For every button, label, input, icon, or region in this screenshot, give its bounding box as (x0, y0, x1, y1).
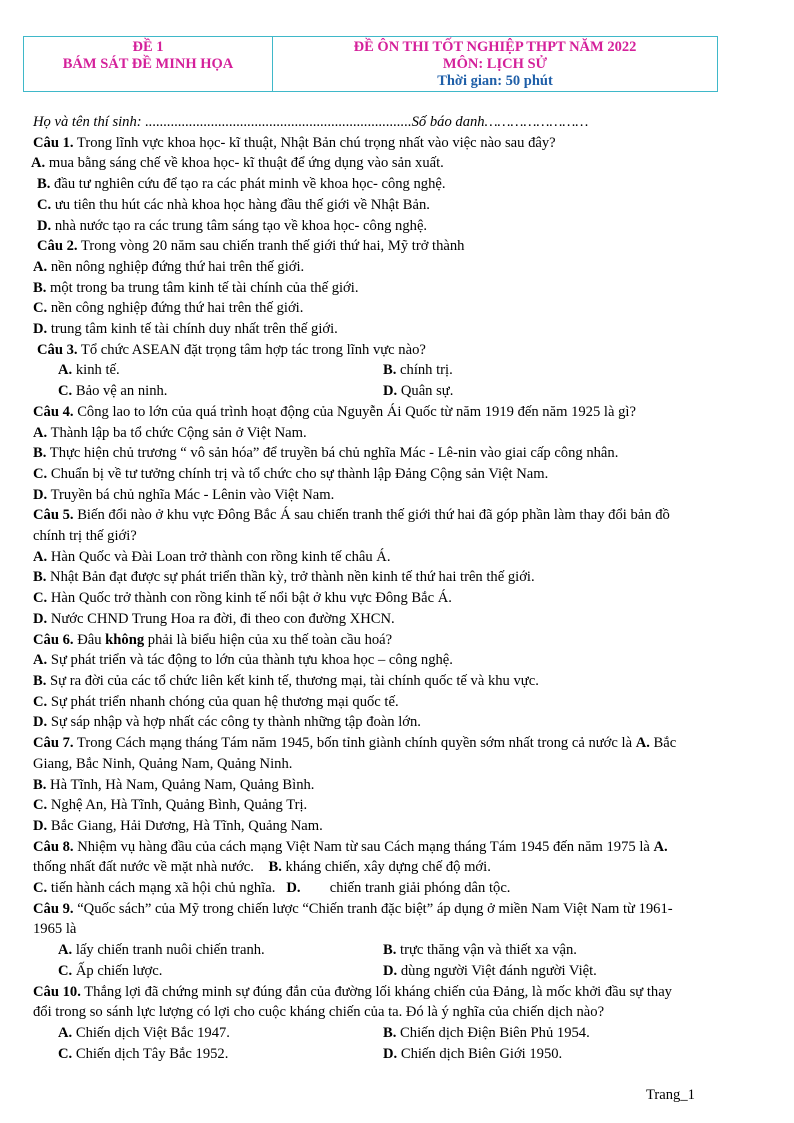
q8-options-ab: thống nhất đất nước về mặt nhà nước. B. kháng chiến, xây dựng chế độ mới. (33, 859, 491, 876)
q6-option-b: B. Sự ra đời của các tổ chức liên kết kinh tế, thương mại, tài chính quốc tế và khu vực. (33, 672, 539, 689)
q3-option-c: C. Bảo vệ an ninh. (58, 383, 168, 400)
q10-options-row-1 (33, 1023, 748, 1044)
q9-option-c: C. Ấp chiến lược. (58, 962, 163, 979)
q9-options-row-2 (33, 961, 748, 982)
question-2: Câu 2. Trong vòng 20 năm sau chiến tranh thế giới thứ hai, Mỹ trở thành (37, 238, 465, 255)
question-10: Câu 10. Thắng lợi đã chứng minh sự đúng đắn của đường lối kháng chiến của Đảng, là mốc khởi đầu sự thay (33, 983, 672, 1000)
question-1: Câu 1. Trong lĩnh vực khoa học- kĩ thuật, Nhật Bản chú trọng nhất vào việc nào sau đây? (33, 134, 556, 151)
q7-option-a-cont: Giang, Bắc Ninh, Quảng Nam, Quảng Ninh. (33, 755, 293, 772)
q2-option-d: D. trung tâm kinh tế tài chính duy nhất trên thế giới. (33, 321, 338, 338)
question-7: Câu 7. Trong Cách mạng tháng Tám năm 1945, bốn tỉnh giành chính quyền sớm nhất trong cả nước là A. Bắc (33, 735, 677, 752)
q10-option-c: C. Chiến dịch Tây Bắc 1952. (58, 1045, 229, 1062)
q7-option-b: B. Hà Tĩnh, Hà Nam, Quảng Nam, Quảng Bình. (33, 776, 315, 793)
q9-option-d: D. dùng người Việt đánh người Việt. (383, 962, 597, 979)
exam-note: BÁM SÁT ĐỀ MINH HỌA (62, 56, 234, 72)
q3-options-row-2 (33, 381, 748, 402)
question-3: Câu 3. Tổ chức ASEAN đặt trọng tâm hợp tác trong lĩnh vực nào? (37, 341, 426, 358)
question-9-cont: 1965 là (33, 921, 77, 938)
question-5: Câu 5. Biến đổi nào ở khu vực Đông Bắc Á sau chiến tranh thế giới thứ hai đã góp phần làm thay đổi bản đồ (33, 507, 670, 524)
exam-code: ĐỀ 1 (132, 39, 164, 55)
q2-option-b: B. một trong ba trung tâm kinh tế tài chính của thế giới. (33, 279, 359, 296)
exam-title: ĐỀ ÔN THI TỐT NGHIỆP THPT NĂM 2022 (353, 39, 637, 55)
exam-duration: Thời gian: 50 phút (437, 73, 553, 89)
question-5-cont: chính trị thế giới? (33, 528, 137, 545)
header-left-cell (24, 37, 273, 91)
q4-option-c: C. Chuẩn bị về tư tưởng chính trị và tổ chức cho sự thành lập Đảng Cộng sản Việt Nam. (33, 465, 549, 482)
q5-option-b: B. Nhật Bản đạt được sự phát triển thần kỳ, trở thành nền kinh tế thứ hai trên thế giới. (33, 569, 535, 586)
q7-option-d: D. Bắc Giang, Hải Dương, Hà Tĩnh, Quảng Nam. (33, 817, 323, 834)
q2-option-a: A. nền nông nghiệp đứng thứ hai trên thế giới. (33, 258, 305, 275)
q4-option-a: A. Thành lập ba tổ chức Cộng sản ở Việt Nam. (33, 424, 307, 441)
q5-option-a: A. Hàn Quốc và Đài Loan trở thành con rồng kinh tế châu Á. (33, 548, 391, 565)
q6-option-c: C. Sự phát triển nhanh chóng của quan hệ thương mại quốc tế. (33, 693, 399, 710)
q8-option-d: chiến tranh giải phóng dân tộc. (326, 880, 511, 897)
q7-option-c: C. Nghệ An, Hà Tĩnh, Quảng Bình, Quảng Trị. (33, 797, 308, 814)
q3-options-row-1 (33, 360, 748, 381)
header-right-cell (273, 37, 717, 91)
q9-option-a: A. lấy chiến tranh nuôi chiến tranh. (58, 942, 265, 959)
q10-options-row-2 (33, 1044, 748, 1065)
q9-option-b: B. trực thăng vận và thiết xa vận. (383, 942, 577, 959)
candidate-info: Họ và tên thí sinh: .........................................................................Số báo danh…………………… (33, 114, 589, 130)
q1-option-a: A. mua bằng sáng chế về khoa học- kĩ thuật để ứng dụng vào sản xuất. (31, 155, 444, 172)
q10-option-a: A. Chiến dịch Việt Bắc 1947. (58, 1024, 230, 1041)
q5-option-d: D. Nước CHND Trung Hoa ra đời, đi theo con đường XHCN. (33, 610, 395, 627)
question-10-cont: đổi trong so sánh lực lượng có lợi cho cuộc kháng chiến của ta. Đó là ý nghĩa của chiến dịch nào? (33, 1004, 605, 1021)
q6-option-d: D. Sự sáp nhập và hợp nhất các công ty thành những tập đoàn lớn. (33, 714, 421, 731)
q8-option-a: thống nhất đất nước về mặt nhà nước. (33, 859, 254, 876)
q9-options-row-1 (33, 940, 748, 961)
q10-option-b: B. Chiến dịch Điện Biên Phủ 1954. (383, 1024, 590, 1041)
exam-body (33, 112, 748, 1064)
q1-option-b: B. đầu tư nghiên cứu để tạo ra các phát minh về khoa học- công nghệ. (37, 176, 446, 193)
q2-option-c: C. nền công nghiệp đứng thứ hai trên thế giới. (33, 300, 304, 317)
q3-option-b: B. chính trị. (383, 362, 453, 379)
q6-option-a: A. Sự phát triển và tác động to lớn của thành tựu khoa học – công nghệ. (33, 652, 453, 669)
q4-option-d: D. Truyền bá chủ nghĩa Mác - Lênin vào Việt Nam. (33, 486, 335, 503)
question-9: Câu 9. “Quốc sách” của Mỹ trong chiến lược “Chiến tranh đặc biệt” áp dụng ở miền Nam Việt Nam từ 1961- (33, 900, 673, 917)
q8-option-b: kháng chiến, xây dựng chế độ mới. (281, 859, 491, 876)
q1-option-c: C. ưu tiên thu hút các nhà khoa học hàng đầu thế giới về Nhật Bản. (37, 196, 430, 213)
q10-option-d: D. Chiến dịch Biên Giới 1950. (383, 1045, 563, 1062)
q5-option-c: C. Hàn Quốc trở thành con rồng kinh tế nổi bật ở khu vực Đông Bắc Á. (33, 590, 452, 607)
q8-option-c: tiến hành cách mạng xã hội chủ nghĩa. (47, 880, 276, 897)
q8-options-cd: C. tiến hành cách mạng xã hội chủ nghĩa. D. chiến tranh giải phóng dân tộc. (33, 880, 511, 897)
question-8: Câu 8. Nhiệm vụ hàng đầu của cách mạng Việt Nam từ sau Cách mạng tháng Tám 1945 đến năm 1975 là A. (33, 838, 668, 855)
q3-option-d: D. Quân sự. (383, 383, 454, 400)
q1-option-d: D. nhà nước tạo ra các trung tâm sáng tạo về khoa học- công nghệ. (37, 217, 428, 234)
q4-option-b: B. Thực hiện chủ trương “ vô sản hóa” để truyền bá chủ nghĩa Mác - Lê-nin vào giai cấp công nhân. (33, 445, 619, 462)
page-number: Trang_1 (646, 1087, 695, 1103)
exam-header (23, 36, 718, 92)
q3-option-a: A. kinh tế. (58, 362, 120, 379)
exam-subject: MÔN: LỊCH SỬ (442, 56, 548, 72)
question-4: Câu 4. Công lao to lớn của quá trình hoạt động của Nguyễn Ái Quốc từ năm 1919 đến năm 1925 là gì? (33, 403, 636, 420)
question-6: Câu 6. Đâu không phải là biểu hiện của xu thế toàn cầu hoá? (33, 631, 393, 648)
